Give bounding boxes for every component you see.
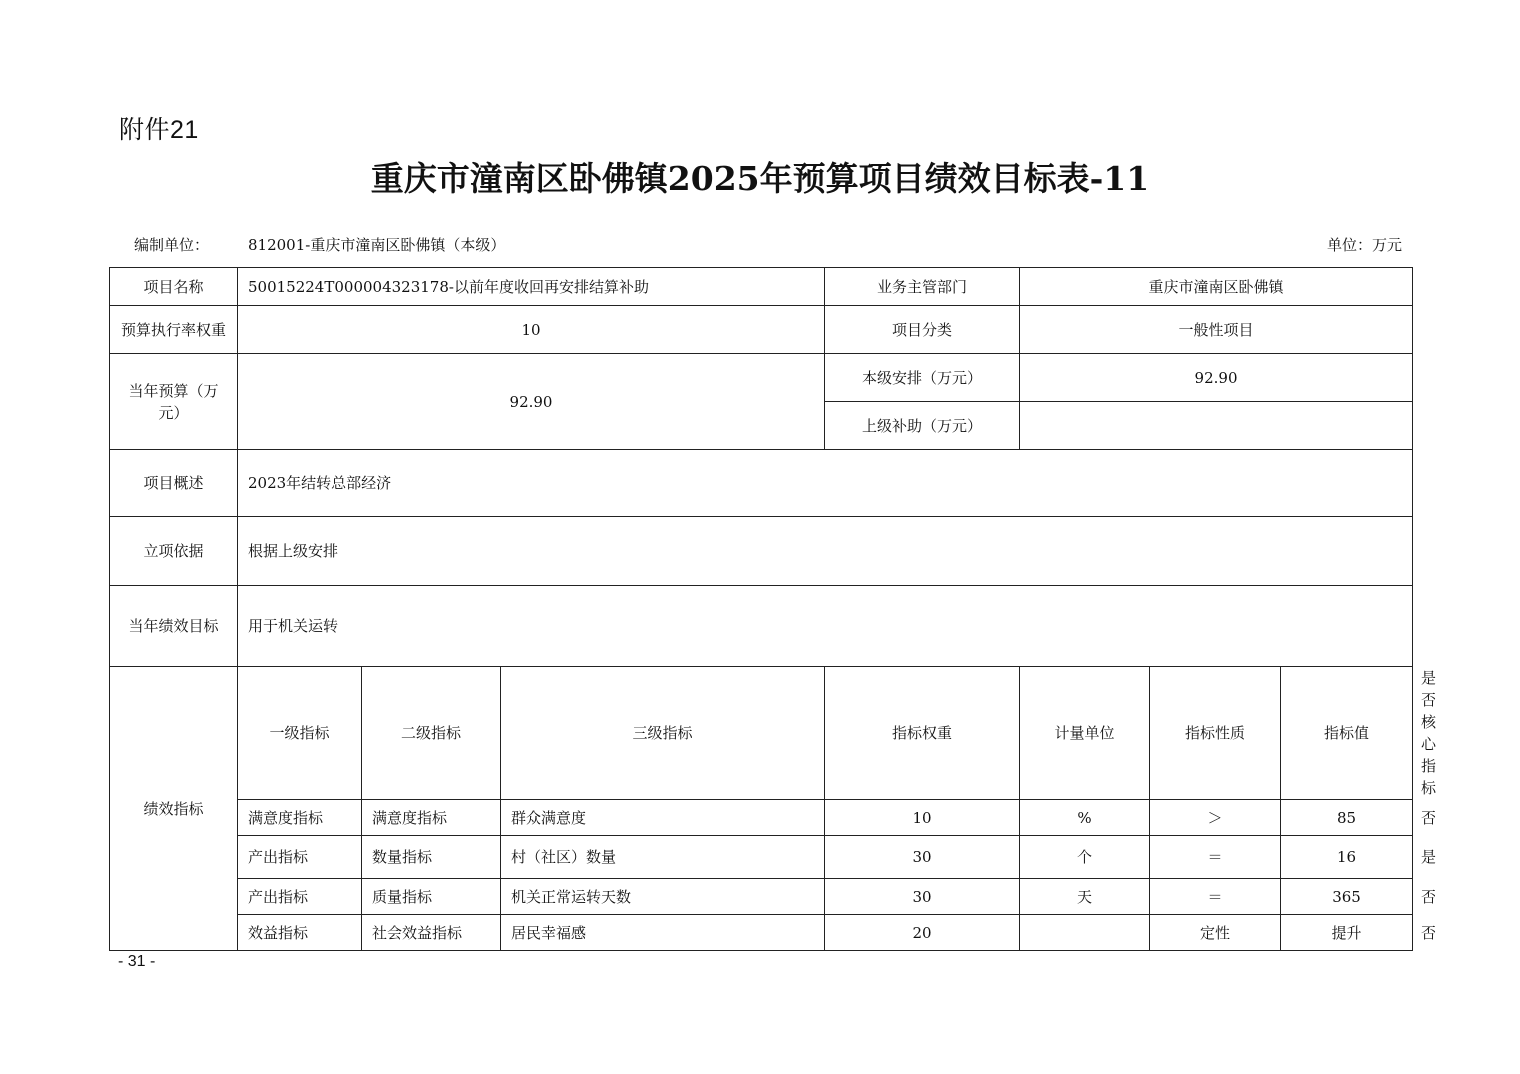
- value-cell: 提升: [1281, 915, 1413, 951]
- basis-value: 根据上级安排: [238, 517, 1413, 586]
- project-name-label: 项目名称: [110, 268, 238, 306]
- header-level2: 二级指标: [362, 667, 501, 800]
- level3-cell: 居民幸福感: [501, 915, 825, 951]
- category-label: 项目分类: [825, 306, 1020, 354]
- unit-cell: 个: [1020, 836, 1150, 879]
- table-row: 产出指标 数量指标 村（社区）数量 30 个 ＝ 16 是: [110, 836, 1413, 879]
- unit-cell: [1020, 915, 1150, 951]
- page-title: 重庆市潼南区卧佛镇2025年预算项目绩效目标表-11: [370, 159, 1150, 198]
- weight-cell: 10: [825, 800, 1020, 836]
- goal-value: 用于机关运转: [238, 586, 1413, 667]
- budget-value: 92.90: [238, 354, 825, 450]
- goal-label: 当年绩效目标: [110, 586, 238, 667]
- dept-label: 业务主管部门: [825, 268, 1020, 306]
- nature-cell: ＝: [1150, 836, 1281, 879]
- org-value: 812001-重庆市潼南区卧佛镇（本级）: [248, 236, 506, 254]
- weight-cell: 20: [825, 915, 1020, 951]
- level1-cell: 效益指标: [238, 915, 362, 951]
- level1-cell: 满意度指标: [238, 800, 362, 836]
- value-cell: 85: [1281, 800, 1413, 836]
- unit-cell: %: [1020, 800, 1150, 836]
- overview-label: 项目概述: [110, 450, 238, 517]
- dept-value: 重庆市潼南区卧佛镇: [1020, 268, 1413, 306]
- local-value: 92.90: [1020, 354, 1413, 402]
- header-level1: 一级指标: [238, 667, 362, 800]
- overview-value: 2023年结转总部经济: [238, 450, 1413, 517]
- level2-cell: 社会效益指标: [362, 915, 501, 951]
- nature-cell: ＞: [1150, 800, 1281, 836]
- value-cell: 16: [1281, 836, 1413, 879]
- subsidy-value: [1020, 402, 1413, 450]
- subsidy-label: 上级补助（万元）: [825, 402, 1020, 450]
- level3-cell: 群众满意度: [501, 800, 825, 836]
- level1-cell: 产出指标: [238, 879, 362, 915]
- nature-cell: 定性: [1150, 915, 1281, 951]
- exec-weight-label: 预算执行率权重: [110, 306, 238, 354]
- category-value: 一般性项目: [1020, 306, 1413, 354]
- header-weight: 指标权重: [825, 667, 1020, 800]
- page-number: - 31 -: [118, 953, 156, 970]
- nature-cell: ＝: [1150, 879, 1281, 915]
- level2-cell: 满意度指标: [362, 800, 501, 836]
- performance-table: 项目名称 50015224T000004323178-以前年度收回再安排结算补助 业务主管部门 重庆市潼南区卧佛镇 预算执行率权重 10 项目分类 一般性项目 当年预算（万元） 92.90 本级安排（万元） 92.90 上级补助（万元） 项目概述 2023年结转总部经济 立项依据 根据上级安排 当年绩效目标 用于机关运转 绩效指标 一级指标 二级指标 三级指标 指标权重 计量单位 指标性质 指标值 是否核心指标 满意度指标 满意度指标 群众满意度 10 % ＞ 85 否 产出指标 数量指标 村（社区）数量 30 个 ＝ 16 是 产出指标 质量指标 机关正常运转天数 30 天 ＝ 365 否 效益指标 社会效益指标 居民幸福感 20 定性 提升 否: [109, 267, 1413, 951]
- weight-cell: 30: [825, 836, 1020, 879]
- level3-cell: 机关正常运转天数: [501, 879, 825, 915]
- budget-label: 当年预算（万元）: [110, 354, 238, 450]
- level2-cell: 质量指标: [362, 879, 501, 915]
- attachment-label: 附件21: [119, 116, 199, 144]
- exec-weight-value: 10: [238, 306, 825, 354]
- table-row: 效益指标 社会效益指标 居民幸福感 20 定性 提升 否: [110, 915, 1413, 951]
- unit-label: 单位：万元: [1326, 236, 1402, 254]
- header-level3: 三级指标: [501, 667, 825, 800]
- header-nature: 指标性质: [1150, 667, 1281, 800]
- value-cell: 365: [1281, 879, 1413, 915]
- org-label: 编制单位：: [134, 236, 210, 254]
- level3-cell: 村（社区）数量: [501, 836, 825, 879]
- header-unit: 计量单位: [1020, 667, 1150, 800]
- basis-label: 立项依据: [110, 517, 238, 586]
- weight-cell: 30: [825, 879, 1020, 915]
- level2-cell: 数量指标: [362, 836, 501, 879]
- indicators-label: 绩效指标: [110, 667, 238, 951]
- unit-cell: 天: [1020, 879, 1150, 915]
- project-name-value: 50015224T000004323178-以前年度收回再安排结算补助: [238, 268, 825, 306]
- local-label: 本级安排（万元）: [825, 354, 1020, 402]
- table-row: 满意度指标 满意度指标 群众满意度 10 % ＞ 85 否: [110, 800, 1413, 836]
- header-value: 指标值: [1281, 667, 1413, 800]
- table-row: 产出指标 质量指标 机关正常运转天数 30 天 ＝ 365 否: [110, 879, 1413, 915]
- level1-cell: 产出指标: [238, 836, 362, 879]
